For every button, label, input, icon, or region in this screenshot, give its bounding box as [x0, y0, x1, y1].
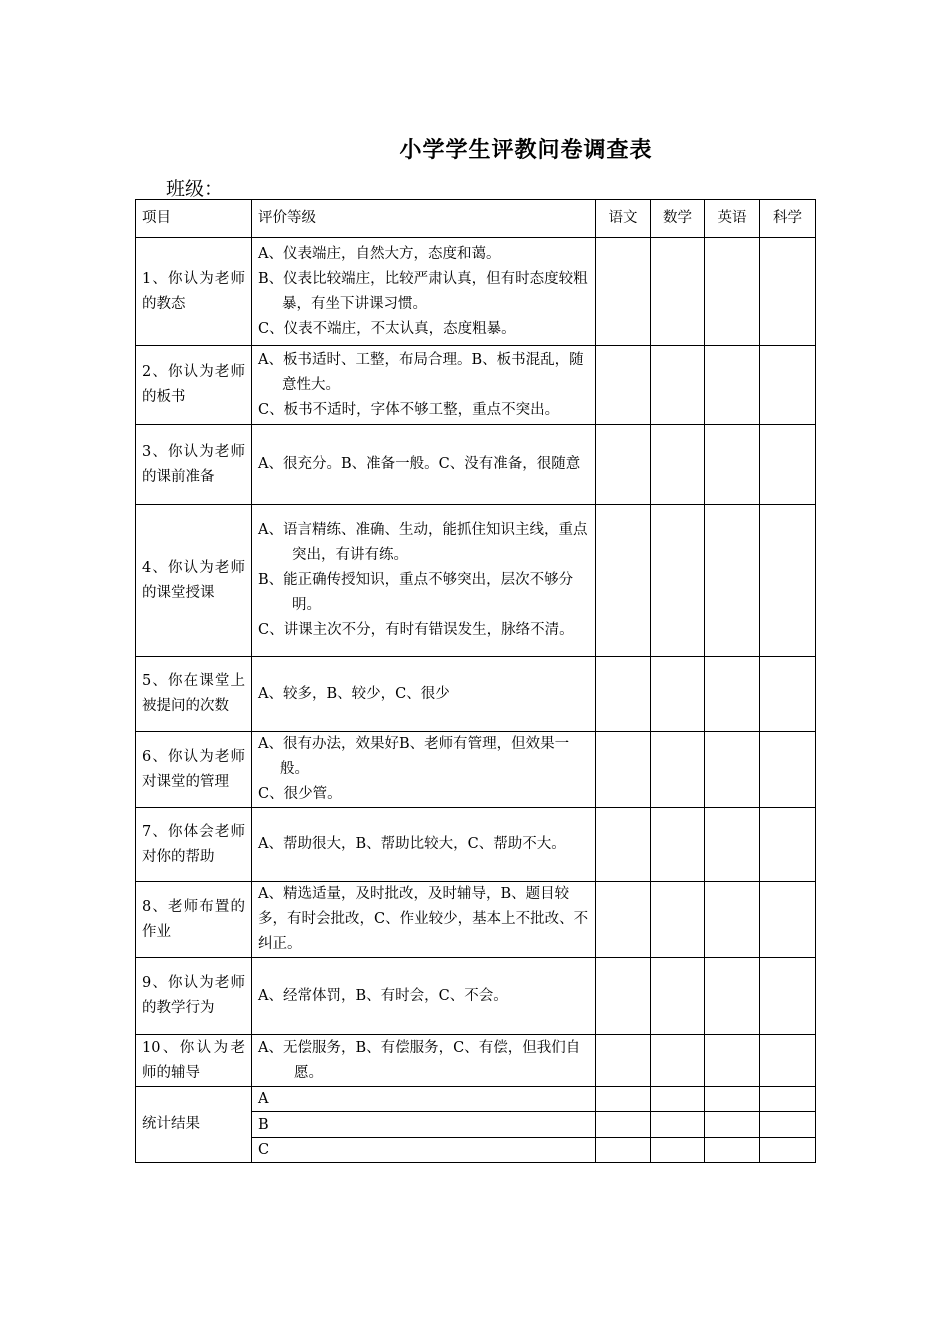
- row-item-label: 7、你体会老师对你的帮助: [136, 808, 252, 882]
- cell-english[interactable]: [705, 882, 760, 958]
- page-title: 小学学生评教问卷调查表: [399, 138, 653, 163]
- cell-english[interactable]: [705, 425, 760, 505]
- row-item-label: 5、你在课堂上被提问的次数: [136, 657, 252, 732]
- cell-science[interactable]: [760, 238, 816, 346]
- option-abc: A、较多，B、较少，C、很少: [258, 685, 450, 702]
- table-row: [136, 732, 816, 808]
- cell-math[interactable]: [651, 958, 705, 1035]
- cell-chinese[interactable]: [596, 808, 651, 882]
- cell-chinese[interactable]: [596, 882, 651, 958]
- header-row: [136, 200, 816, 238]
- row-item-label: 2、你认为老师的板书: [136, 346, 252, 425]
- option-ab: A、很有办法，效果好B、老师有管理，但效果一般。: [258, 736, 570, 777]
- cell-science[interactable]: [760, 1112, 816, 1138]
- cell-science[interactable]: [760, 732, 816, 808]
- option-a: A、语言精练、准确、生动，能抓住知识主线，重点突出，有讲有练。: [258, 522, 588, 563]
- cell-science[interactable]: [760, 958, 816, 1035]
- cell-english[interactable]: [705, 505, 760, 657]
- option-abc: A、很充分。B、准备一般。C、没有准备，很随意: [258, 456, 581, 472]
- evaluation-table: [135, 199, 816, 1163]
- cell-english[interactable]: [705, 958, 760, 1035]
- header-subject-science: 科学: [760, 200, 816, 238]
- cell-english[interactable]: [705, 1087, 760, 1112]
- option-abc: A、经常体罚，B、有时会，C、不会。: [258, 987, 508, 1004]
- row-options: [252, 346, 596, 425]
- table-row: [136, 808, 816, 882]
- row-options: [252, 882, 596, 958]
- cell-science[interactable]: [760, 425, 816, 505]
- cell-chinese[interactable]: [596, 958, 651, 1035]
- row-item-label: 8、老师布置的作业: [136, 882, 252, 958]
- row-options: [252, 425, 596, 505]
- cell-chinese[interactable]: [596, 732, 651, 808]
- row-item-label: 6、你认为老师对课堂的管理: [136, 732, 252, 808]
- header-subject-english: 英语: [705, 200, 760, 238]
- class-label: 班级：: [166, 178, 224, 200]
- stats-option-c: C: [252, 1138, 596, 1163]
- option-b: B、能正确传授知识，重点不够突出，层次不够分明。: [258, 572, 574, 613]
- cell-english[interactable]: [705, 238, 760, 346]
- cell-science[interactable]: [760, 1087, 816, 1112]
- row-item-label: 9、你认为老师的教学行为: [136, 958, 252, 1035]
- row-options: [252, 808, 596, 882]
- row-item-label: 4、你认为老师的课堂授课: [136, 505, 252, 657]
- row-options: [252, 732, 596, 808]
- option-abc: A、精选适量，及时批改，及时辅导，B、题目较多，有时会批改，C、作业较少，基本上不批改、不纠正。: [258, 886, 589, 952]
- stats-option-b: B: [252, 1112, 596, 1138]
- cell-math[interactable]: [651, 1035, 705, 1087]
- row-options: [252, 505, 596, 657]
- row-options: [252, 1035, 596, 1087]
- cell-math[interactable]: [651, 657, 705, 732]
- cell-math[interactable]: [651, 808, 705, 882]
- cell-math[interactable]: [651, 1087, 705, 1112]
- cell-english[interactable]: [705, 808, 760, 882]
- cell-math[interactable]: [651, 346, 705, 425]
- table-row: [136, 425, 816, 505]
- cell-english[interactable]: [705, 657, 760, 732]
- cell-chinese[interactable]: [596, 238, 651, 346]
- cell-science[interactable]: [760, 346, 816, 425]
- option-abc: A、帮助很大，B、帮助比较大，C、帮助不大。: [258, 836, 566, 852]
- option-c: C、板书不适时，字体不够工整，重点不突出。: [258, 401, 560, 418]
- table-row: [136, 657, 816, 732]
- cell-english[interactable]: [705, 1138, 760, 1163]
- cell-science[interactable]: [760, 882, 816, 958]
- stats-label: 统计结果: [136, 1087, 252, 1163]
- table-row: [136, 882, 816, 958]
- cell-math[interactable]: [651, 882, 705, 958]
- header-grade: 评价等级: [252, 200, 596, 238]
- cell-chinese[interactable]: [596, 657, 651, 732]
- row-item-label: 1、你认为老师的教态: [136, 238, 252, 346]
- cell-science[interactable]: [760, 657, 816, 732]
- cell-english[interactable]: [705, 1112, 760, 1138]
- option-b: B、仪表比较端庄，比较严肃认真，但有时态度较粗暴，有坐下讲课习惯。: [258, 270, 588, 312]
- table-row: [136, 1035, 816, 1087]
- row-options: [252, 958, 596, 1035]
- cell-english[interactable]: [705, 1035, 760, 1087]
- table-row: [136, 505, 816, 657]
- cell-math[interactable]: [651, 1112, 705, 1138]
- header-subject-chinese: 语文: [596, 200, 651, 238]
- cell-math[interactable]: [651, 238, 705, 346]
- row-item-label: 3、你认为老师的课前准备: [136, 425, 252, 505]
- cell-chinese[interactable]: [596, 1087, 651, 1112]
- header-subject-math: 数学: [651, 200, 705, 238]
- cell-science[interactable]: [760, 1035, 816, 1087]
- option-abc: A、无偿服务，B、有偿服务，C、有偿，但我们自愿。: [258, 1039, 581, 1081]
- option-c: C、仪表不端庄，不太认真，态度粗暴。: [258, 320, 516, 337]
- row-options: [252, 238, 596, 346]
- row-item-label: 10、你认为老师的辅导: [136, 1035, 252, 1087]
- stats-row-a: [136, 1087, 816, 1112]
- option-c: C、讲课主次不分，有时有错误发生，脉络不清。: [258, 622, 574, 638]
- cell-english[interactable]: [705, 732, 760, 808]
- cell-math[interactable]: [651, 1138, 705, 1163]
- cell-science[interactable]: [760, 808, 816, 882]
- cell-science[interactable]: [760, 505, 816, 657]
- cell-math[interactable]: [651, 732, 705, 808]
- cell-chinese[interactable]: [596, 1112, 651, 1138]
- row-options: [252, 657, 596, 732]
- table-row: [136, 346, 816, 425]
- cell-math[interactable]: [651, 425, 705, 505]
- cell-math[interactable]: [651, 505, 705, 657]
- cell-chinese[interactable]: [596, 1035, 651, 1087]
- cell-chinese[interactable]: [596, 425, 651, 505]
- cell-chinese[interactable]: [596, 1138, 651, 1163]
- cell-chinese[interactable]: [596, 505, 651, 657]
- cell-chinese[interactable]: [596, 346, 651, 425]
- option-c: C、很少管。: [258, 786, 342, 802]
- cell-english[interactable]: [705, 346, 760, 425]
- option-a: A、仪表端庄，自然大方，态度和蔼。: [258, 245, 501, 262]
- table-row: [136, 958, 816, 1035]
- stats-option-a: A: [252, 1087, 596, 1112]
- header-item: 项目: [136, 200, 252, 238]
- cell-science[interactable]: [760, 1138, 816, 1163]
- table-row: [136, 238, 816, 346]
- option-ab: A、板书适时、工整，布局合理。B、板书混乱，随意性大。: [258, 351, 584, 393]
